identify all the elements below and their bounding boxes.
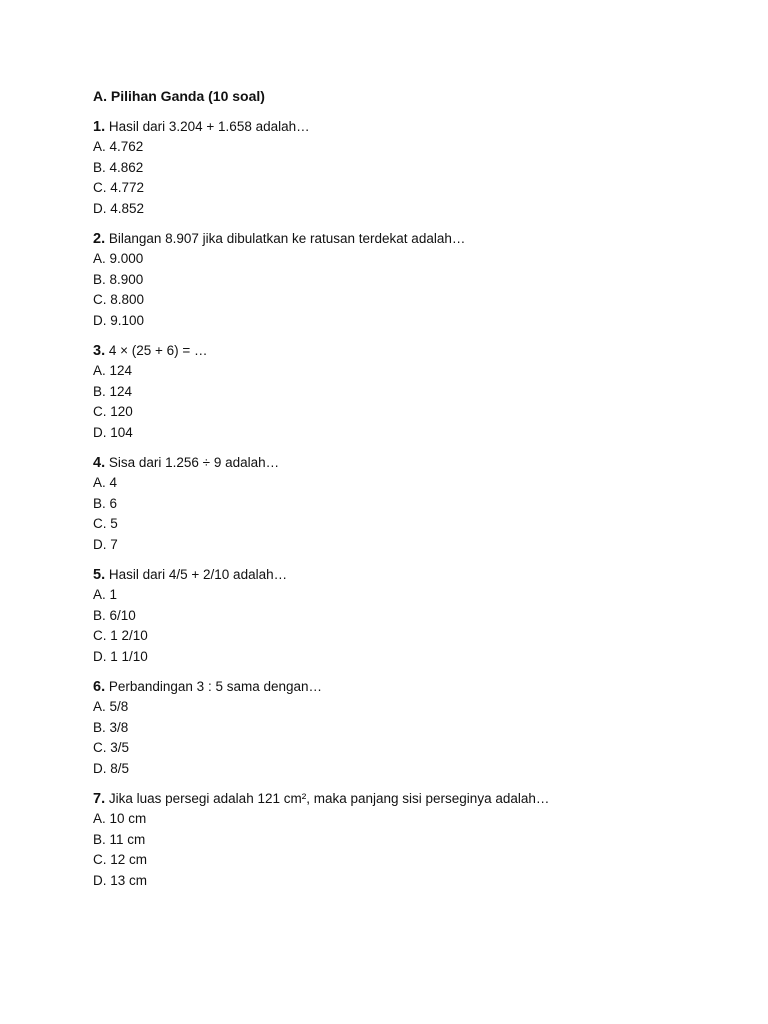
option-a: A. 4	[93, 475, 118, 490]
question-text: Bilangan 8.907 jika dibulatkan ke ratusan terdekat adalah…	[108, 231, 466, 246]
option-d: D. 8/5	[93, 760, 130, 776]
option-b: B. 11 cm	[93, 831, 146, 847]
option-d: D. 7	[93, 536, 118, 552]
option-b: B. 124	[93, 383, 133, 399]
question-text: Hasil dari 4/5 + 2/10 adalah…	[108, 567, 288, 582]
question-number: 6.	[93, 679, 106, 695]
option-c: C. 5	[93, 516, 118, 531]
option-a: A. 5/8	[93, 699, 129, 714]
option-c: C. 12 cm	[93, 852, 148, 867]
option-a: A. 4.762	[93, 139, 144, 154]
question-line	[93, 565, 713, 585]
option-c: C. 8.800	[93, 292, 145, 307]
question-3	[93, 341, 713, 443]
question-line	[93, 453, 713, 473]
option-a: A. 10 cm	[93, 811, 147, 826]
question-4	[93, 453, 713, 555]
question-text: Perbandingan 3 : 5 sama dengan…	[108, 679, 323, 694]
question-line	[93, 117, 713, 137]
option-b: B. 6/10	[93, 607, 136, 623]
document-content	[93, 87, 713, 901]
question-5	[93, 565, 713, 667]
option-d: D. 104	[93, 424, 133, 440]
question-text: Jika luas persegi adalah 121 cm², maka panjang sisi perseginya adalah…	[108, 791, 550, 806]
option-d: D. 9.100	[93, 312, 145, 328]
option-b: B. 3/8	[93, 719, 129, 735]
question-number: 4.	[93, 455, 106, 471]
question-text: Sisa dari 1.256 ÷ 9 adalah…	[108, 455, 280, 470]
option-c: C. 120	[93, 404, 133, 419]
question-text: Hasil dari 3.204 + 1.658 adalah…	[108, 119, 310, 134]
question-6	[93, 677, 713, 779]
option-b: B. 4.862	[93, 159, 144, 175]
option-b: B. 8.900	[93, 271, 144, 287]
option-a: A. 1	[93, 587, 118, 602]
option-c: C. 4.772	[93, 180, 145, 195]
question-number: 7.	[93, 791, 106, 807]
option-c: C. 3/5	[93, 740, 130, 755]
section-title: A. Pilihan Ganda (10 soal)	[93, 88, 265, 104]
option-d: D. 4.852	[93, 200, 145, 216]
question-line	[93, 229, 713, 249]
question-7	[93, 789, 713, 891]
option-d: D. 1 1/10	[93, 648, 148, 664]
question-number: 2.	[93, 231, 106, 247]
question-line	[93, 789, 713, 809]
option-a: A. 124	[93, 363, 133, 378]
option-d: D. 13 cm	[93, 872, 148, 888]
option-b: B. 6	[93, 495, 118, 511]
question-line	[93, 341, 713, 361]
option-a: A. 9.000	[93, 251, 144, 266]
question-number: 1.	[93, 119, 106, 135]
question-line	[93, 677, 713, 697]
question-text: 4 × (25 + 6) = …	[108, 343, 208, 358]
question-number: 3.	[93, 343, 106, 359]
option-c: C. 1 2/10	[93, 628, 148, 643]
question-2	[93, 229, 713, 331]
question-1	[93, 117, 713, 219]
question-number: 5.	[93, 567, 106, 583]
